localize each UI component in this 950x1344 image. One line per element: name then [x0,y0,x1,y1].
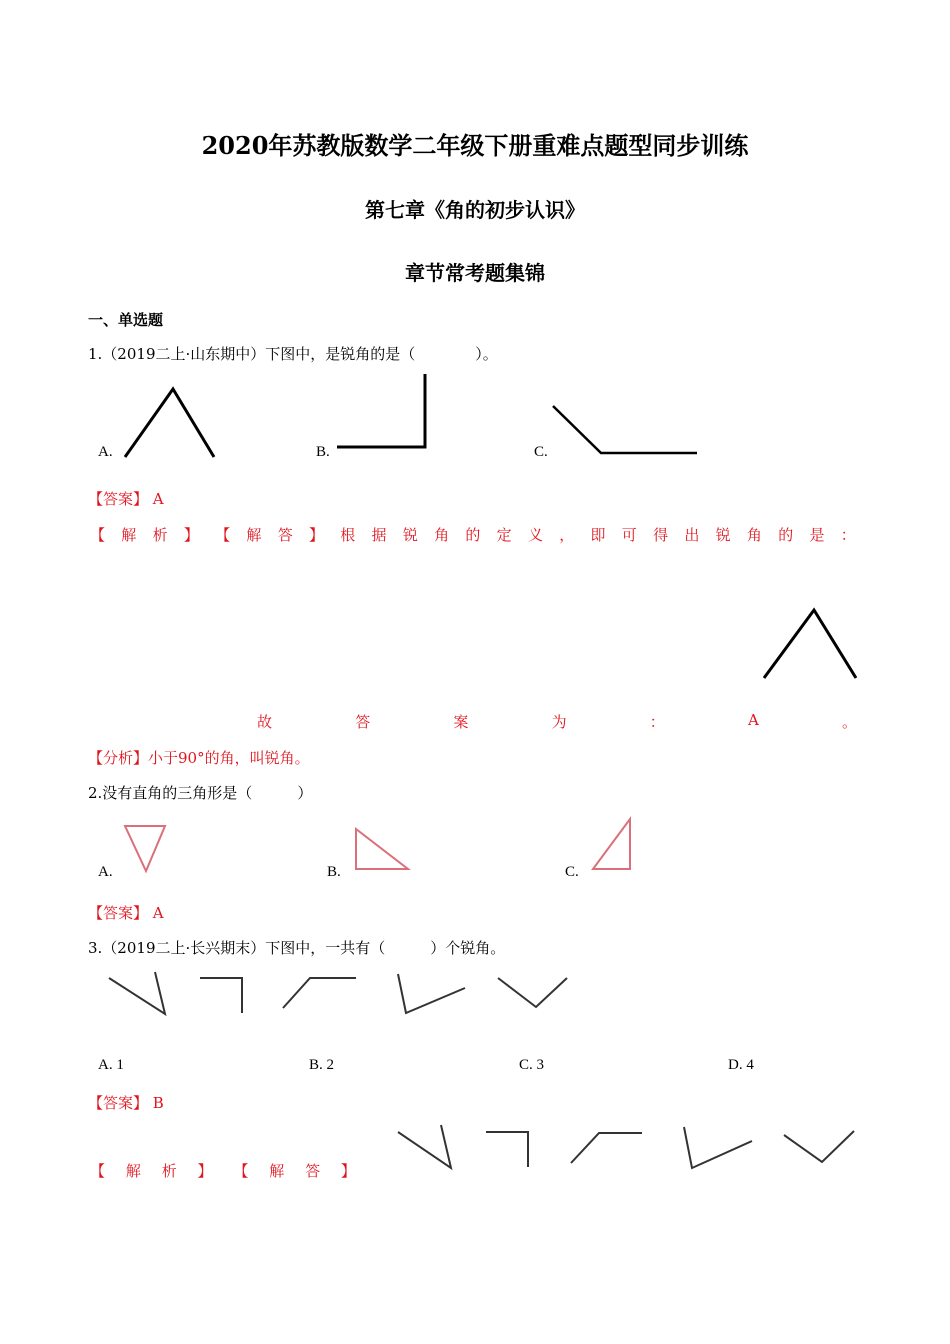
q1-analysis-char: 可 [621,526,637,544]
q1-analysis-char: 即 [590,526,606,544]
q3-analysis-char: 】 [340,1162,356,1180]
q1-analysis-char: 据 [371,526,387,544]
q1-analysis-char: 角 [746,526,762,544]
q1-analysis-char: 的 [465,526,481,544]
q1-analysis-char: 得 [653,526,669,544]
q3-analysis-char: 解 [269,1162,285,1180]
q3-angle-5 [498,978,567,1007]
q3-analysis-angle-4 [684,1127,752,1168]
q2-triangle-a [125,826,165,871]
document-title: 2020年苏教版数学二年级下册重难点题型同步训练 [201,131,749,160]
q1-conclusion-char: A [747,711,759,729]
q1-analysis-char: 答 [277,526,293,544]
q1-analysis-char: ， [559,526,575,544]
section-heading: 一、单选题 [88,311,164,329]
q1-analysis-char: 角 [434,526,450,544]
q1-analysis-char: 【 [215,526,231,544]
question-3-stem: 3.（2019二上·长兴期末）下图中，一共有（ ）个锐角。 [88,939,506,957]
q3-angle-3 [283,978,356,1008]
q1-analysis-char: 锐 [402,526,418,544]
q1-note: 【分析】小于90°的角，叫锐角。 [88,749,310,767]
q1-analysis-char: 是 [809,526,825,544]
q1-analysis-acute-angle [764,610,856,678]
q1-analysis-char: 解 [246,526,262,544]
q3-answer: 【答案】 B [88,1094,164,1112]
q2-option-c-label: C. [565,864,579,880]
q1-analysis-char: 的 [778,526,794,544]
q2-triangle-b [356,829,408,869]
q1-analysis-char: 析 [152,526,168,544]
question-1-stem: 1.（2019二上·山东期中）下图中，是锐角的是（ ）。 [88,345,498,363]
q1-conclusion-char: 故 [257,713,273,731]
q1-analysis-char: 】 [183,526,199,544]
chapter-title: 第七章《角的初步认识》 [365,198,585,222]
q1-analysis-char: 锐 [715,526,731,544]
q1-conclusion-char: 。 [841,713,857,731]
q1-analysis-char: 解 [121,526,137,544]
q3-analysis-char: 解 [125,1162,141,1180]
q2-triangle-c [593,819,630,869]
q3-analysis-char: 【 [233,1162,249,1180]
q1-conclusion-line [257,711,857,732]
q1-analysis-char: 义 [527,526,543,544]
q3-analysis-char: 【 [90,1162,106,1180]
q3-analysis-char: 答 [305,1162,321,1180]
q1-angle-a [125,389,214,457]
q1-analysis-line [90,524,856,545]
q1-analysis-char: ： [840,526,856,544]
q3-analysis-angle-3 [571,1133,642,1163]
q3-option-a-label: A. 1 [98,1057,124,1073]
q3-analysis-angle-2 [486,1132,528,1167]
q1-analysis-char: 定 [496,526,512,544]
q1-option-c-label: C. [534,444,548,460]
q3-angle-4 [398,974,465,1013]
q1-option-b-label: B. [316,444,330,460]
q3-analysis-angle-5 [784,1131,854,1162]
q3-option-d-label: D. 4 [728,1057,754,1073]
q3-option-c-label: C. 3 [519,1057,545,1073]
q1-option-a-label: A. [98,444,113,460]
q1-answer: 【答案】 A [88,490,164,508]
q3-angle-1 [109,972,165,1014]
q1-conclusion-char: 为 [551,713,567,731]
q1-analysis-char: 根 [340,526,356,544]
q3-analysis-angle-1 [398,1125,451,1168]
q1-angle-c [553,406,697,453]
q1-analysis-char: 】 [308,526,324,544]
q1-conclusion-char: 案 [453,713,469,731]
q1-analysis-char: 【 [90,526,106,544]
q3-angle-2 [200,978,242,1013]
q2-answer: 【答案】 A [88,904,164,922]
q1-angle-b [337,374,425,447]
section-subtitle: 章节常考题集锦 [405,261,545,285]
q3-analysis-char: 】 [197,1162,213,1180]
q2-option-a-label: A. [98,864,113,880]
q3-analysis-char: 析 [161,1162,177,1180]
question-2-stem: 2.没有直角的三角形是（ ） [88,784,313,802]
q1-analysis-char: 出 [684,526,700,544]
q3-option-b-label: B. 2 [309,1057,335,1073]
q2-option-b-label: B. [327,864,341,880]
q3-analysis-line [90,1160,356,1181]
q1-conclusion-char: ： [649,713,665,731]
q1-conclusion-char: 答 [355,713,371,731]
